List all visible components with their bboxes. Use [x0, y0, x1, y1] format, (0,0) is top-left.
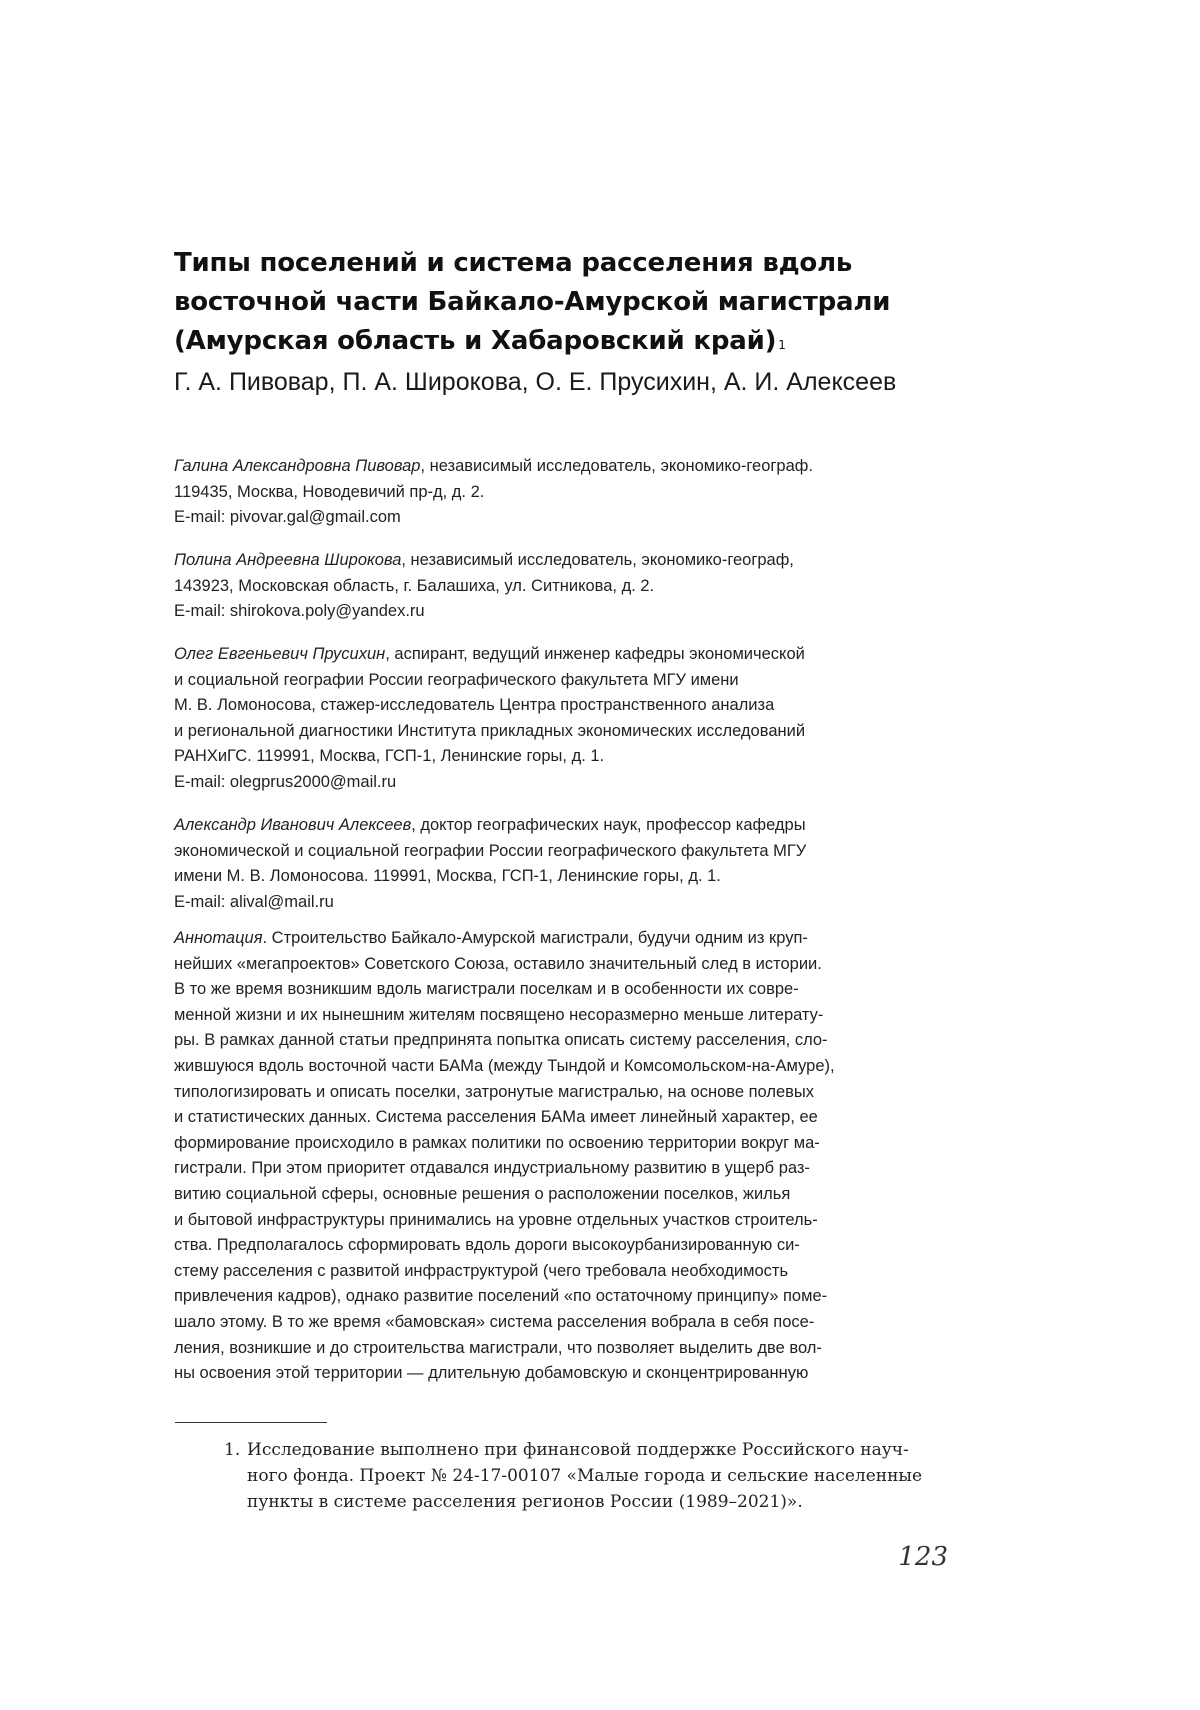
footnote-line: пункты в системе расселения регионов России (1989–2021)».: [220, 1489, 980, 1515]
affiliation-shirokova: Полина Андреевна Широкова, независимый исследователь, экономико-географ, 143923, Московская область, г. Балашиха, ул. Ситникова, д. 2. E-mail: shirokova.poly@yandex.ru: [174, 548, 974, 625]
author-name: Олег Евгеньевич Прусихин: [174, 645, 385, 663]
title-line: восточной части Байкало-Амурской магистрали: [174, 283, 974, 322]
abstract-line: ны освоения этой территории — длительную добамовскую и сконцентрированную: [174, 1361, 974, 1387]
affiliation-line: 143923, Московская область, г. Балашиха, ул. Ситникова, д. 2.: [174, 574, 974, 600]
affiliation-line: и социальной географии России географического факультета МГУ имени: [174, 668, 974, 694]
affiliation-prusikhin: Олег Евгеньевич Прусихин, аспирант, ведущий инженер кафедры экономической и социальной географии России географического факультета МГУ имени М. В. Ломоносова, стажер-исследователь Центра пространственного анализа и региональной диагностики Института прикладных экономических исследований РАНХиГС. 119991, Москва, ГСП-1, Ленинские горы, д. 1. E-mail: olegprus2000@mail.ru: [174, 642, 974, 795]
abstract-line: гистрали. При этом приоритет отдавался индустриальному развитию в ущерб раз-: [174, 1156, 974, 1182]
abstract-line: типологизировать и описать поселки, затронутые магистралью, на основе полевых: [174, 1080, 974, 1106]
affiliation-line: РАНХиГС. 119991, Москва, ГСП-1, Ленинские горы, д. 1.: [174, 744, 974, 770]
abstract-line: стему расселения с развитой инфраструктурой (чего требовала необходимость: [174, 1259, 974, 1285]
footnote-line: Исследование выполнено при финансовой поддержке Российского науч-: [220, 1437, 980, 1463]
abstract-line: В то же время возникшим вдоль магистрали поселкам и в особенности их совре-: [174, 977, 974, 1003]
abstract-line: ства. Предполагалось сформировать вдоль дороги высокоурбанизированную си-: [174, 1233, 974, 1259]
abstract-line: привлечения кадров), однако развитие поселений «по остаточному принципу» поме-: [174, 1284, 974, 1310]
title-line: Типы поселений и система расселения вдоль: [174, 244, 974, 283]
author-name: Галина Александровна Пивовар: [174, 457, 420, 475]
abstract-line: формирование происходило в рамках политики по освоению территории вокруг ма-: [174, 1131, 974, 1157]
abstract-line: нейших «мегапроектов» Советского Союза, оставило значительный след в истории.: [174, 952, 974, 978]
abstract-line: жившуюся вдоль восточной части БАМа (между Тындой и Комсомольском-на-Амуре),: [174, 1054, 974, 1080]
footnote-number: 1.: [224, 1437, 240, 1463]
journal-page: [0, 0, 1200, 1710]
author-list: Г. А. Пивовар, П. А. Широкова, О. Е. Прусихин, А. И. Алексеев: [174, 366, 896, 398]
affiliation-pivovar: Галина Александровна Пивовар, независимый исследователь, экономико-географ. 119435, Москва, Новодевичий пр-д, д. 2. E-mail: pivovar.gal@gmail.com: [174, 454, 974, 531]
affiliation-line: М. В. Ломоносова, стажер-исследователь Центра пространственного анализа: [174, 693, 974, 719]
footnote-line: ного фонда. Проект № 24-17-00107 «Малые города и сельские населенные: [220, 1463, 980, 1489]
email[interactable]: E-mail: pivovar.gal@gmail.com: [174, 505, 974, 531]
author-name: Александр Иванович Алексеев: [174, 816, 411, 834]
abstract-label: Аннотация: [174, 929, 263, 947]
affiliation-line: экономической и социальной географии России географического факультета МГУ: [174, 839, 974, 865]
author-name: Полина Андреевна Широкова: [174, 551, 401, 569]
article-title: [174, 244, 974, 361]
title-footnote-mark[interactable]: 1: [778, 338, 785, 352]
title-line: (Амурская область и Хабаровский край) 1: [174, 322, 974, 361]
affiliation-alekseev: Александр Иванович Алексеев, доктор географических наук, профессор кафедры экономической и социальной географии России географического факультета МГУ имени М. В. Ломоносова. 119991, Москва, ГСП-1, Ленинские горы, д. 1. E-mail: alival@mail.ru: [174, 813, 974, 915]
abstract-line: и статистических данных. Система расселения БАМа имеет линейный характер, ее: [174, 1105, 974, 1131]
email[interactable]: E-mail: shirokova.poly@yandex.ru: [174, 599, 974, 625]
page-number: 123: [898, 1542, 948, 1572]
abstract-line: шало этому. В то же время «бамовская» система расселения вобрала в себя посе-: [174, 1310, 974, 1336]
abstract-line: витию социальной сферы, основные решения о расположении поселков, жилья: [174, 1182, 974, 1208]
affiliation-line: и региональной диагностики Института прикладных экономических исследований: [174, 719, 974, 745]
email[interactable]: E-mail: alival@mail.ru: [174, 890, 974, 916]
abstract-line: и бытовой инфраструктуры принимались на уровне отдельных участков строитель-: [174, 1208, 974, 1234]
affiliation-line: имени М. В. Ломоносова. 119991, Москва, ГСП-1, Ленинские горы, д. 1.: [174, 864, 974, 890]
abstract-line: ры. В рамках данной статьи предпринята попытка описать систему расселения, сло-: [174, 1028, 974, 1054]
email[interactable]: E-mail: olegprus2000@mail.ru: [174, 770, 974, 796]
abstract-line: менной жизни и их нынешним жителям посвящено несоразмерно меньше литерату-: [174, 1003, 974, 1029]
abstract-line: ления, возникшие и до строительства магистрали, что позволяет выделить две вол-: [174, 1336, 974, 1362]
abstract: Аннотация. Строительство Байкало-Амурской магистрали, будучи одним из круп- нейших «мегапроектов» Советского Союза, оставило значительный след в истории. В то же время возникшим вдоль магистрали поселкам и в особенности их совре- менной жизни и их нынешним жителям посвящено несоразмерно меньше литерату- ры. В рамках данной статьи предпринята попытка описать систему расселения, сло- жившуюся вдоль восточной части БАМа (между Тындой и Комсомольском-на-Амуре), типологизировать и описать поселки, затронутые магистралью, на основе полевых и статистических данных. Система расселения БАМа имеет линейный характер, ее формирование происходило в рамках политики по освоению территории вокруг ма- гистрали. При этом приоритет отдавался индустриальному развитию в ущерб раз- витию социальной сферы, основные решения о расположении поселков, жилья и бытовой инфраструктуры принимались на уровне отдельных участков строитель- ства. Предполагалось сформировать вдоль дороги высокоурбанизированную си- стему расселения с развитой инфраструктурой (чего требовала необходимость привлечения кадров), однако развитие поселений «по остаточному принципу» поме- шало этому. В то же время «бамовская» система расселения вобрала в себя посе- ления, возникшие и до строительства магистрали, что позволяет выделить две вол- ны освоения этой территории — длительную добамовскую и сконцентрированную: [174, 926, 974, 1387]
footnote: [220, 1437, 980, 1515]
affiliation-line: 119435, Москва, Новодевичий пр-д, д. 2.: [174, 480, 974, 506]
footnote-separator: [175, 1422, 327, 1423]
